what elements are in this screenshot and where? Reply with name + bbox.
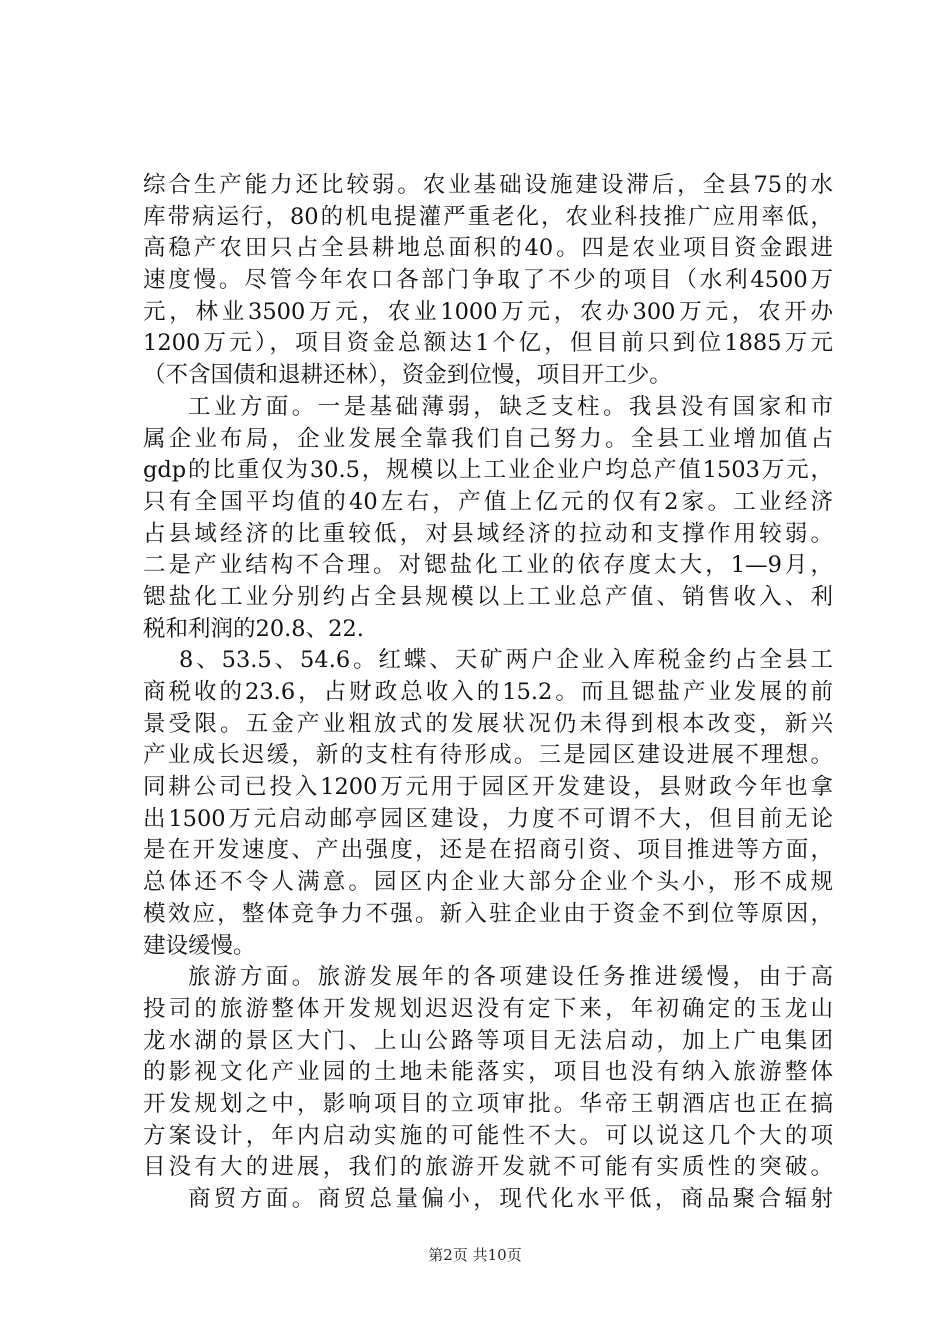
document-body	[143, 170, 833, 1216]
text-line: 属企业布局，企业发展全靠我们自己努力。全县工业增加值占	[143, 425, 833, 452]
text-line: 旅游方面。旅游发展年的各项建设任务推进缓慢，由于高	[188, 964, 833, 991]
text-line: 产业成长迟缓，新的支柱有待形成。三是园区建设进展不理想。	[143, 742, 833, 769]
text-line: 8、53.5、54.6。红蝶、天矿两户企业入库税金约占全县工	[179, 647, 833, 674]
text-line: 库带病运行，80的机电提灌严重老化，农业科技推广应用率低，	[143, 203, 833, 230]
text-line: 模效应，整体竞争力不强。新入驻企业由于资金不到位等原因，	[143, 900, 833, 927]
page-number-footer: 第2页 共10页	[428, 1246, 522, 1264]
text-line: 元，林业3500万元，农业1000万元，农办300万元，农开办	[143, 298, 833, 325]
text-line: 建设缓慢。	[143, 932, 256, 959]
text-line: 商贸方面。商贸总量偏小，现代化水平低，商品聚合辐射	[188, 1186, 833, 1212]
text-line: 是在开发速度、产出强度，还是在招商引资、项目推进等方面，	[143, 837, 833, 864]
text-line: 投司的旅游整体开发规划迟迟没有定下来，年初确定的玉龙山	[143, 995, 833, 1022]
text-line: 出1500万元启动邮亭园区建设，力度不可谓不大，但目前无论	[143, 805, 833, 832]
text-line: 目没有大的进展，我们的旅游开发就不可能有实质性的突破。	[143, 1154, 833, 1181]
text-line: 综合生产能力还比较弱。农业基础设施建设滞后，全县75的水	[143, 172, 833, 198]
text-line: 锶盐化工业分别约占全县规模以上工业总产值、销售收入、利	[143, 583, 833, 610]
text-line: 总体还不令人满意。园区内企业大部分企业个头小，形不成规	[143, 869, 833, 896]
text-line: 二是产业结构不合理。对锶盐化工业的依存度太大，1—9月，	[143, 552, 833, 579]
text-line: 1200万元），项目资金总额达1个亿，但目前只到位1885万元	[143, 330, 833, 357]
text-line: 方案设计，年内启动实施的可能性不大。可以说这几个大的项	[143, 1122, 833, 1149]
text-line: 同耕公司已投入1200万元用于园区开发建设，县财政今年也拿	[143, 774, 833, 801]
text-line: 工业方面。一是基础薄弱，缺乏支柱。我县没有国家和市	[188, 393, 833, 420]
text-line: 的影视文化产业园的土地未能落实，项目也没有纳入旅游整体	[143, 1059, 833, 1086]
text-line: 商税收的23.6，占财政总收入的15.2。而且锶盐产业发展的前	[143, 679, 833, 705]
text-line: 龙水湖的景区大门、上山公路等项目无法启动，加上广电集团	[143, 1027, 833, 1054]
text-line: 税和利润的20.8、22.	[143, 615, 364, 642]
text-line: 景受限。五金产业粗放式的发展状况仍未得到根本改变，新兴	[143, 710, 833, 737]
text-line: 开发规划之中，影响项目的立项审批。华帝王朝酒店也正在搞	[143, 1090, 833, 1117]
text-line: gdp的比重仅为30.5，规模以上工业企业户均总产值1503万元，	[143, 457, 833, 484]
text-line: 高稳产农田只占全县耕地总面积的40。四是农业项目资金跟进	[143, 235, 833, 262]
text-line: （不含国债和退耕还林），资金到位慢，项目开工少。	[143, 362, 672, 389]
text-line: 速度慢。尽管今年农口各部门争取了不少的项目（水利4500万	[143, 267, 833, 294]
text-line: 占县域经济的比重较低，对县域经济的拉动和支撑作用较弱。	[143, 520, 833, 547]
text-line: 只有全国平均值的40左右，产值上亿元的仅有2家。工业经济	[143, 488, 833, 515]
